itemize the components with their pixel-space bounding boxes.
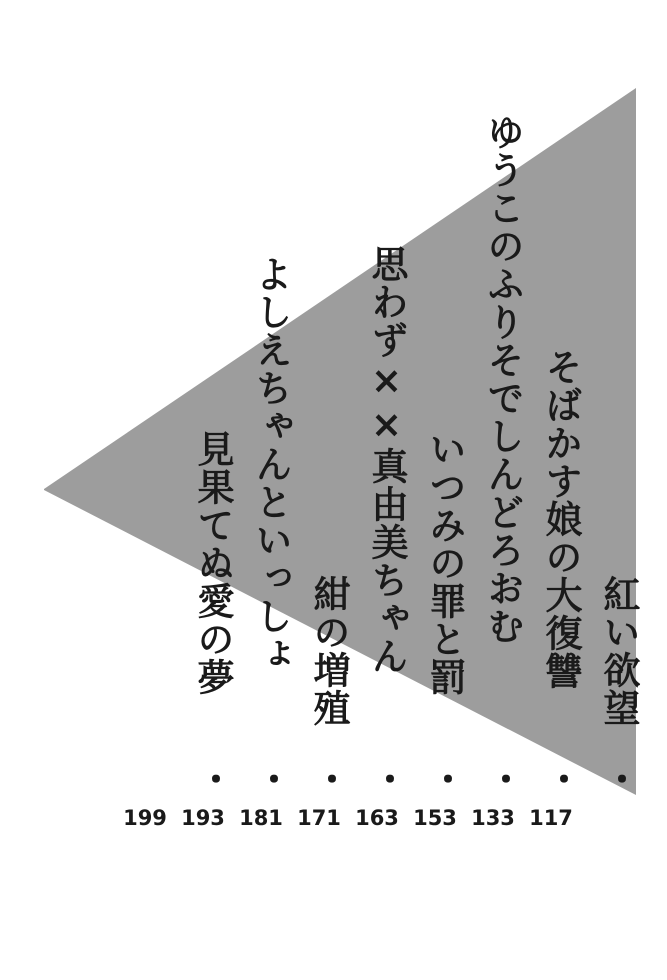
toc-entry-page: 193: [181, 806, 225, 830]
toc-entry-title[interactable]: いつみの罪と罰: [423, 430, 466, 696]
toc-entry-separator: ・: [597, 760, 640, 798]
toc-entry-separator: ・: [365, 760, 408, 798]
toc-entry-page: 133: [471, 806, 515, 830]
toc-entry-title[interactable]: ゆうこのふりそでしんどろおむ: [481, 113, 524, 645]
toc-entry-separator: ・: [481, 760, 524, 798]
toc-entry-page: 153: [413, 806, 457, 830]
toc-entry-title[interactable]: 見果てぬ愛の夢: [191, 430, 234, 696]
toc-entry-page: 199: [123, 806, 167, 830]
toc-entry-title[interactable]: 紅い欲望: [597, 575, 640, 727]
toc-entry-separator: ・: [539, 760, 582, 798]
toc-entry-separator: ・: [249, 760, 292, 798]
toc-entry-separator: ・: [307, 760, 350, 798]
toc-entry-title[interactable]: 思わず××真由美ちゃん: [365, 245, 408, 675]
toc-entry-page: 171: [297, 806, 341, 830]
toc-entry-separator: ・: [191, 760, 234, 798]
toc-entry-page: 163: [355, 806, 399, 830]
toc-entry-title[interactable]: そばかす娘の大復讐: [539, 348, 582, 690]
toc-entry-title[interactable]: よしえちゃんといっしょ: [249, 255, 292, 673]
toc-entry-separator: ・: [423, 760, 466, 798]
toc-entry-page: 117: [529, 806, 573, 830]
toc-entry-title[interactable]: 紺の増殖: [307, 575, 350, 727]
toc-entry-page: 181: [239, 806, 283, 830]
